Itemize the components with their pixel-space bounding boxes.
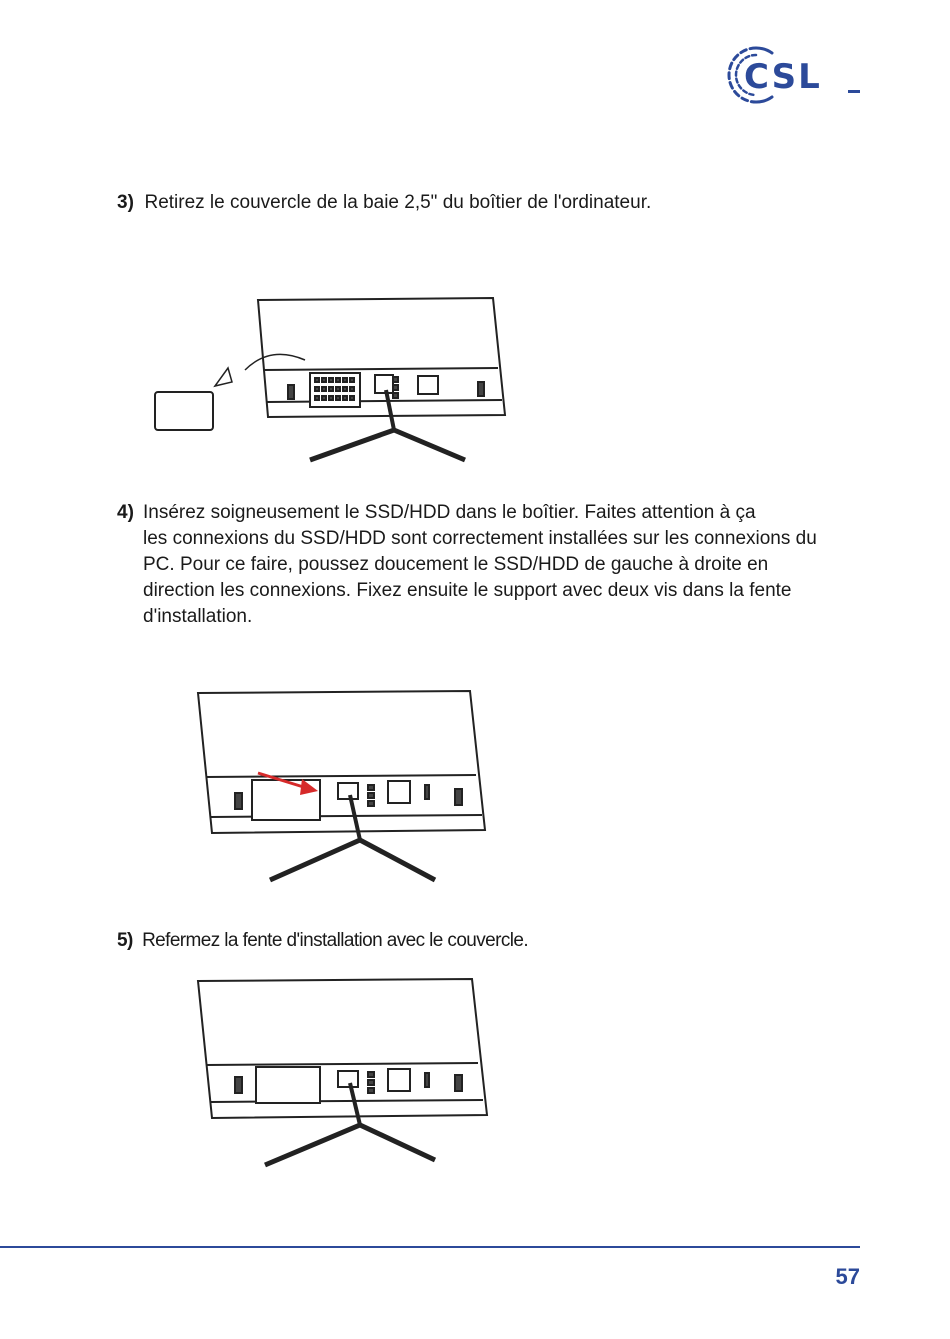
illustration-remove-cover — [150, 290, 520, 465]
logo-text: CSL — [744, 57, 822, 97]
step-number: 5) — [117, 930, 133, 951]
step-text-line: d'installation. — [143, 606, 253, 627]
step-number: 4) — [117, 502, 134, 523]
step-text-line: Insérez soigneusement le SSD/HDD dans le boîtier. Faites attention à ça — [143, 502, 756, 523]
step-5 — [117, 928, 528, 954]
illustration-close-cover — [190, 975, 500, 1175]
step-text — [143, 500, 883, 630]
footer-divider — [0, 1246, 860, 1248]
page-number: 57 — [835, 1264, 860, 1289]
step-text-line: direction les connexions. Fixez ensuite le support avec deux vis dans la fente — [143, 580, 792, 601]
step-text: Refermez la fente d'installation avec le couvercle. — [142, 930, 529, 951]
step-3 — [117, 190, 651, 216]
step-text-line: PC. Pour ce faire, poussez doucement le SSD/HDD de gauche à droite en — [143, 554, 769, 575]
illustration-insert-ssd — [190, 685, 500, 885]
step-number: 3) — [117, 192, 134, 213]
step-4 — [117, 500, 817, 627]
step-text: Retirez le couvercle de la baie 2,5" du boîtier de l'ordinateur. — [144, 192, 652, 213]
step-text-line: les connexions du SSD/HDD sont correctement installées sur les connexions du — [143, 528, 817, 549]
csl-logo — [726, 40, 866, 110]
